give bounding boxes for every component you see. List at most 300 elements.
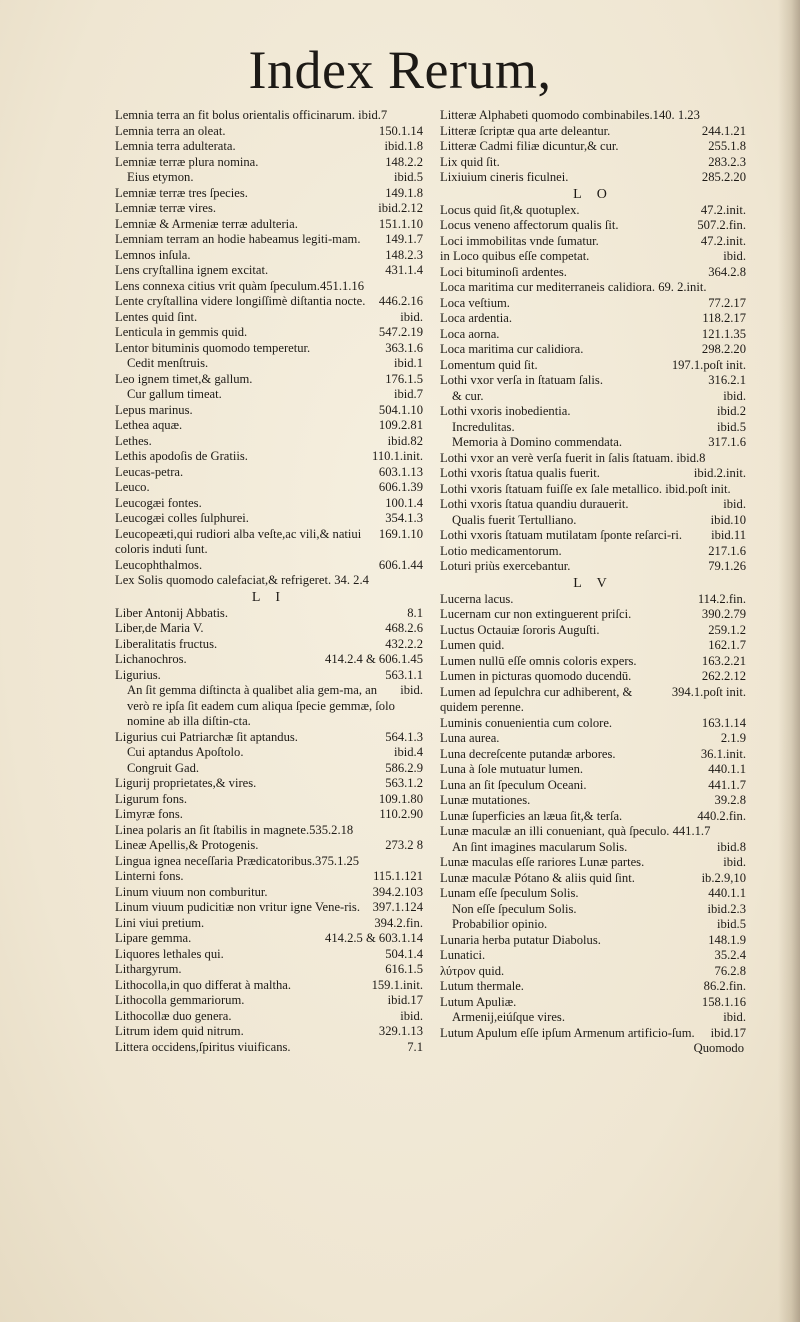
index-entry [115, 838, 423, 854]
index-entry-reference: 440.1.1 [708, 762, 746, 776]
index-entry-text: Lemniæ terræ plura nomina. [115, 154, 259, 169]
index-entry-text: Lumen nullū eſſe omnis coloris expers. [440, 653, 637, 668]
index-entry-reference: 394.2.fin. [374, 915, 423, 930]
index-entry-reference: 36.1.init. [700, 746, 746, 761]
index-entry [115, 155, 423, 171]
index-entry-text: Lutum Apuliæ. [440, 994, 517, 1009]
index-entry-reference: 616.1.5 [385, 962, 423, 976]
index-entry [440, 623, 746, 639]
index-entry-text: Cur gallum timeat. [127, 387, 222, 401]
index-entry-text: An ſint imagines macularum Solis. [452, 839, 628, 854]
index-entry-reference: ibid. [400, 1008, 423, 1023]
page-spine-shadow [778, 0, 800, 1322]
index-section-heading: L V [573, 575, 613, 591]
index-entry-text: Lucernam cur non extinguerent priſci. [440, 607, 632, 621]
index-entry-text: Lothi vxoris inobedientia. [440, 404, 571, 418]
index-entry-text: Lutum Apulum eſſe ipſum Armenum artificio-ſum. [440, 1025, 695, 1040]
index-entry-reference: 76.2.8 [714, 963, 746, 978]
index-entry [115, 637, 423, 653]
index-entry [440, 311, 746, 327]
index-entry-text: Lemnia terra an fit bolus orientalis officinarum. ibid.7 [115, 108, 388, 122]
index-entry [440, 559, 746, 575]
index-entry [115, 1024, 423, 1040]
index-entry [440, 747, 746, 763]
index-entry [440, 948, 746, 964]
index-entry-text: in Loco quibus eſſe competat. [440, 249, 590, 263]
index-entry [440, 933, 746, 949]
index-entry [115, 962, 423, 978]
index-entry-reference: 564.1.3 [385, 729, 423, 744]
catchword: Quomodo [693, 1041, 744, 1055]
index-entry-text: Liquores lethales qui. [115, 946, 224, 961]
index-entry [440, 373, 746, 389]
index-entry [115, 558, 423, 574]
index-entry-reference: 283.2.3 [708, 154, 746, 169]
index-entry-reference: ibid.5 [716, 419, 746, 434]
index-entry [440, 778, 746, 794]
index-entry-text: Lunæ ſuperficies an læua ſit,& terſa. [440, 808, 623, 823]
index-entry-text: Lunæ mutationes. [440, 793, 531, 807]
index-entry [440, 886, 746, 902]
index-entry-reference: ibid.4 [393, 745, 423, 759]
index-entry-text: Lix quid ſit. [440, 154, 500, 169]
index-entry-reference: 118.2.17 [702, 311, 746, 325]
index-entry-reference: ibid.1.8 [384, 139, 423, 153]
index-entry [440, 513, 746, 529]
index-entry-reference: 397.1.124 [372, 900, 423, 914]
index-entry-reference: 8.1 [407, 605, 423, 620]
index-entry [115, 511, 423, 527]
index-entry-reference: 100.1.4 [385, 495, 423, 510]
index-entry-reference: 121.1.35 [701, 326, 746, 341]
index-entry [115, 356, 423, 372]
index-entry [115, 263, 423, 279]
index-entry [115, 652, 423, 668]
index-entry-reference: 217.1.6 [708, 543, 746, 558]
index-entry-text: Lineæ Apellis,& Protogenis. [115, 838, 259, 852]
index-entry-reference: 115.1.121 [373, 869, 423, 883]
index-entry [440, 203, 746, 219]
index-entry-reference: 262.2.12 [701, 669, 746, 683]
index-entry-text: Lothi vxoris ſtatua quandiu durauerit. [440, 497, 629, 511]
index-entry-text: Liber,de Maria V. [115, 621, 204, 635]
index-entry-text: Lithocollæ duo genera. [115, 1008, 232, 1023]
index-entry-text: Luna à ſole mutuatur lumen. [440, 762, 584, 776]
index-entry-reference: 273.2 8 [385, 838, 423, 852]
index-entry-reference: 110.2.90 [379, 807, 423, 821]
index-entry-text: Lemnos inſula. [115, 247, 191, 262]
index-entry-reference: 504.1.4 [385, 946, 423, 961]
index-entry-reference: 2.1.9 [720, 731, 746, 745]
index-entry-text: Lithocolla gemmariorum. [115, 993, 245, 1007]
index-entry-text: Loci immobilitas vnde ſumatur. [440, 233, 599, 248]
index-entry [115, 947, 423, 963]
index-entry-text: Lens cryſtallina ignem excitat. [115, 263, 269, 277]
index-entry-reference: 158.1.16 [701, 994, 746, 1009]
index-entry-text: Leucopeæti,qui rudiori alba veſte,ac vili,& natiui coloris induti ſunt. [115, 526, 362, 556]
index-entry-reference: 329.1.13 [378, 1024, 423, 1038]
index-entry [440, 420, 746, 436]
index-entry-text: Lethes. [115, 433, 152, 448]
index-entry [440, 638, 746, 654]
index-entry-reference: 364.2.8 [708, 264, 746, 279]
index-entry-text: Eius etymon. [127, 170, 194, 184]
index-entry-text: Lethea aquæ. [115, 418, 183, 432]
index-entry [440, 731, 746, 747]
index-entry-text: Lucerna lacus. [440, 591, 514, 606]
index-entry-text: Ligurius cui Patriarchæ ſit aptandus. [115, 729, 298, 744]
index-entry [440, 170, 746, 186]
index-entry [440, 902, 746, 918]
index-entry-text: Lunam eſſe ſpeculum Solis. [440, 886, 579, 900]
index-entry-reference: 159.1.init. [371, 977, 423, 992]
index-entry-text: Loturi priùs exercebantur. [440, 559, 571, 573]
index-entry-text: Litteræ Alphabeti quomodo combinabiles.140. 1.23 [440, 108, 700, 122]
index-entry [115, 418, 423, 434]
index-entry-text: Luctus Octauiæ ſororis Auguſti. [440, 622, 600, 637]
index-column-right [440, 108, 746, 1057]
index-entry-reference: 163.1.14 [701, 715, 746, 730]
index-entry [440, 824, 746, 840]
index-entry-reference: ibid.17 [387, 993, 423, 1007]
index-entry-reference: 394.1.poſt init. [671, 684, 746, 699]
index-entry [115, 885, 423, 901]
index-entry-text: Lemniam terram an hodie habeamus legiti-mam. [115, 232, 361, 246]
index-entry-reference: 441.1.7 [708, 777, 746, 792]
index-entry-reference: 47.2.init. [700, 202, 746, 217]
index-entry [115, 232, 423, 248]
index-entry-text: Leo ignem timet,& gallum. [115, 371, 253, 386]
index-entry-reference: 148.1.9 [708, 932, 746, 947]
index-entry [115, 108, 423, 124]
index-entry [440, 607, 746, 623]
index-entry-text: Lente cryſtallina videre longiſſimè diſtantia nocte. [115, 294, 366, 308]
index-entry [440, 404, 746, 420]
index-entry-reference: 79.1.26 [708, 559, 746, 573]
index-entry-text: Congruit Gad. [127, 760, 200, 775]
index-entry-text: Ligurius. [115, 667, 161, 682]
index-entry-text: Lothi vxoris ſtatua qualis fuerit. [440, 466, 600, 480]
index-entry-reference: 148.2.3 [385, 247, 423, 262]
index-entry-text: Armenij,eiúſque vires. [452, 1010, 565, 1024]
index-entry [440, 544, 746, 560]
index-entry [440, 793, 746, 809]
index-entry [115, 900, 423, 916]
index-entry [440, 265, 746, 281]
index-entry [440, 762, 746, 778]
index-entry [115, 606, 423, 622]
index-entry-text: Limyræ fons. [115, 807, 183, 821]
index-entry-reference: 151.1.10 [378, 216, 423, 231]
index-entry-reference: 109.1.80 [378, 791, 423, 806]
index-entry-text: Probabilior opinio. [452, 917, 548, 931]
index-entry-text: Lentes quid ſint. [115, 309, 198, 324]
index-entry-text: Luna an ſit ſpeculum Oceani. [440, 777, 587, 792]
index-entry [440, 482, 746, 498]
index-entry-reference: 47.2.init. [700, 233, 746, 248]
index-entry-reference: 606.1.44 [378, 557, 423, 572]
index-entry-reference: 39.2.8 [714, 793, 746, 807]
index-entry-reference: 563.1.1 [385, 667, 423, 682]
index-entry-reference: ibid.2.3 [707, 901, 746, 916]
index-entry-text: Leuco. [115, 480, 150, 494]
index-entry [115, 931, 423, 947]
index-entry-reference: ibid.5 [393, 170, 423, 184]
index-entry-text: Lemniæ terræ tres ſpecies. [115, 185, 248, 200]
index-entry-text: Loca aorna. [440, 326, 500, 341]
index-entry [115, 573, 423, 589]
index-entry [115, 372, 423, 388]
index-entry [115, 776, 423, 792]
index-entry-reference: 507.2.fin. [697, 218, 746, 232]
index-entry-reference: 440.1.1 [708, 886, 746, 900]
index-entry-text: Lumen ad ſepulchra cur adhiberent, & quidem perenne. [440, 684, 633, 714]
index-entry-reference: 86.2.fin. [703, 979, 746, 993]
index-entry [440, 435, 746, 451]
index-entry-reference: ibid.2 [716, 404, 746, 418]
index-entry [115, 807, 423, 823]
index-entry-text: Lemnia terra an oleat. [115, 123, 226, 138]
index-entry [115, 978, 423, 994]
index-entry-reference: 363.1.6 [385, 340, 423, 355]
index-entry-reference: ibid. [723, 388, 746, 403]
index-entry [440, 451, 746, 467]
index-entry [115, 792, 423, 808]
index-entry-reference: 547.2.19 [378, 325, 423, 339]
index-entry [440, 840, 746, 856]
index-entry-text: Lens connexa citius vrit quàm ſpeculum.451.1.16 [115, 278, 365, 293]
index-entry-text: Lumen quid. [440, 638, 505, 652]
index-entry-text: Litteræ ſcriptæ qua arte deleantur. [440, 123, 611, 138]
index-entry-reference: 163.2.21 [701, 653, 746, 668]
index-entry [115, 294, 423, 310]
index-entry [115, 668, 423, 684]
index-entry-reference: ib.2.9,10 [701, 870, 746, 885]
index-entry [115, 139, 423, 155]
index-entry [115, 869, 423, 885]
index-entry-text: Lentor bituminis quomodo temperetur. [115, 340, 311, 355]
index-entry-text: Lothi vxor an verè verſa fuerit in ſalis ſtatuam. ibid.8 [440, 450, 706, 465]
index-entry-reference: 563.1.2 [385, 776, 423, 790]
index-entry-reference: ibid.8 [716, 839, 746, 854]
index-entry-reference: ibid. [723, 1010, 746, 1024]
index-entry-text: Loci bituminoſi ardentes. [440, 264, 567, 279]
index-entry-text: Ligurum fons. [115, 791, 188, 806]
index-entry-reference: 431.1.4 [385, 263, 423, 277]
index-entry-reference: 150.1.14 [378, 123, 423, 138]
index-entry-text: Littera occidens,ſpiritus viuificans. [115, 1039, 291, 1054]
index-entry-text: Lemnia terra adulterata. [115, 139, 236, 153]
index-entry-reference: 586.2.9 [385, 760, 423, 775]
index-entry-text: Lothi vxoris ſtatuam fuiſſe ex ſale metallico. ibid.poſt init. [440, 481, 731, 496]
index-entry-text: Memoria à Domino commendata. [452, 435, 622, 449]
index-entry-text: Ligurij proprietates,& vires. [115, 776, 257, 790]
index-entry [440, 218, 746, 234]
index-entry-reference: 77.2.17 [708, 295, 746, 310]
index-entry-reference: 255.1.8 [708, 139, 746, 153]
index-entry-text: Lothi vxor verſa in ſtatuam ſalis. [440, 373, 603, 387]
index-entry [440, 855, 746, 871]
index-entry-reference: 390.2.79 [701, 607, 746, 621]
index-entry-text: An ſit gemma diſtincta à qualibet alia gem-ma, an verò re ipſa ſit eadem cum aliqua ſpecie gemmæ, ſolo nomine ab illa diſtin-cta. [127, 683, 395, 728]
index-entry [440, 995, 746, 1011]
index-entry-reference: ibid. [723, 855, 746, 869]
index-entry-reference: ibid.10 [710, 512, 746, 527]
index-entry-reference: 440.2.fin. [697, 808, 746, 823]
index-entry-text: Lemniæ & Armeniæ terræ adulteria. [115, 216, 298, 231]
index-entry-reference: ibid.7 [393, 387, 423, 401]
index-entry-reference: 606.1.39 [378, 480, 423, 494]
index-entry-reference: 504.1.10 [378, 402, 423, 417]
index-entry-reference: 148.2.2 [385, 154, 423, 169]
index-entry-reference: ibid. [400, 683, 423, 697]
index-entry-text: Loca ardentia. [440, 311, 513, 325]
index-entry-text: Lemniæ terræ vires. [115, 201, 217, 215]
index-entry-text: Litrum idem quid nitrum. [115, 1024, 244, 1038]
index-entry-reference: ibid.1 [393, 356, 423, 370]
index-entry [115, 480, 423, 496]
index-entry-text: Leucogæi colles ſulphurei. [115, 511, 249, 525]
index-entry-text: Cui aptandus Apoſtolo. [127, 745, 244, 759]
index-entry [440, 979, 746, 995]
index-entry [440, 296, 746, 312]
index-entry-reference: 446.2.16 [378, 294, 423, 308]
index-entry-text: Linum viuum non comburitur. [115, 884, 268, 899]
index-entry [115, 823, 423, 839]
index-entry-text: Lex Solis quomodo calefaciat,& refrigeret. 34. 2.4 [115, 573, 369, 587]
index-entry-reference: ibid.11 [711, 528, 746, 542]
index-entry-reference: 316.2.1 [708, 373, 746, 387]
index-entry-text: Lipare gemma. [115, 931, 192, 945]
index-entry [440, 249, 746, 265]
index-entry-text: Linea polaris an ſit ſtabilis in magnete.535.2.18 [115, 822, 354, 837]
index-section-heading: L I [251, 589, 287, 605]
index-entry [115, 465, 423, 481]
index-entry-reference: 169.1.10 [378, 526, 423, 541]
index-entry [115, 248, 423, 264]
index-entry [440, 685, 746, 716]
index-entry [440, 358, 746, 374]
index-entry [115, 434, 423, 450]
index-entry [115, 527, 423, 558]
index-entry-text: Loca veſtium. [440, 295, 510, 310]
index-entry [115, 403, 423, 419]
index-entry-text: λύτρον quid. [440, 963, 505, 978]
index-entry-text: Lithargyrum. [115, 962, 182, 976]
index-entry [115, 621, 423, 637]
index-entry-reference: 109.2.81 [378, 418, 423, 432]
index-entry [440, 234, 746, 250]
index-entry-text: Lithocolla,in quo differat à maltha. [115, 977, 292, 992]
index-entry-text: Lingua ignea neceſſaria Prædicatoribus.375.1.25 [115, 853, 360, 868]
index-entry-reference: 354.1.3 [385, 511, 423, 525]
index-entry [440, 1010, 746, 1026]
index-entry-text: Lunæ maculæ Pótano & aliis quid ſint. [440, 870, 635, 885]
index-entry-text: Lenticula in gemmis quid. [115, 325, 248, 339]
index-entry-reference: 414.2.4 & 606.1.45 [325, 652, 423, 666]
index-entry-reference: 162.1.7 [708, 638, 746, 652]
index-entry [440, 917, 746, 933]
index-entry-text: Litteræ Cadmi filiæ dicuntur,& cur. [440, 139, 619, 153]
index-entry [115, 745, 423, 761]
index-entry-text: & cur. [452, 388, 484, 403]
index-entry-reference: 114.2.fin. [697, 591, 746, 606]
index-entry-reference: ibid. [723, 497, 746, 511]
index-entry-reference: 176.1.5 [385, 371, 423, 386]
index-entry [115, 730, 423, 746]
index-entry [115, 310, 423, 326]
index-entry-text: Leucogæi fontes. [115, 495, 202, 510]
index-entry-text: Lutum thermale. [440, 979, 524, 993]
index-entry [115, 761, 423, 777]
index-entry [115, 279, 423, 295]
index-entry [115, 993, 423, 1009]
index-entry-reference: 149.1.8 [385, 185, 423, 200]
index-entry [440, 964, 746, 980]
index-entry-text: Lomentum quid ſit. [440, 357, 538, 372]
index-entry-reference: 603.1.13 [378, 464, 423, 479]
index-entry [115, 217, 423, 233]
index-entry [115, 1009, 423, 1025]
index-entry-text: Lethis apodoſis de Gratiis. [115, 449, 248, 463]
index-entry-reference: 285.2.20 [701, 170, 746, 184]
index-entry-text: Liberalitatis fructus. [115, 636, 218, 651]
index-entry [440, 139, 746, 155]
index-entry [115, 854, 423, 870]
index-entry [115, 170, 423, 186]
index-entry [440, 1026, 746, 1042]
index-entry-text: Qualis fuerit Tertulliano. [452, 512, 577, 527]
index-entry [440, 809, 746, 825]
index-entry [440, 654, 746, 670]
index-entry-reference: ibid.5 [716, 917, 746, 931]
index-entry-reference: 468.2.6 [385, 621, 423, 635]
index-entry-reference: ibid.82 [387, 433, 423, 448]
index-entry-reference: 244.1.21 [701, 123, 746, 138]
index-entry [115, 449, 423, 465]
index-entry-text: Loca maritima cur calidiora. [440, 342, 584, 356]
index-entry-text: Lixiuium cineris ficulnei. [440, 170, 569, 184]
index-entry-text: Linum viuum pudicitiæ non vritur igne Vene-ris. [115, 900, 360, 914]
index-entry [440, 108, 746, 124]
index-entry-reference: 149.1.7 [385, 232, 423, 246]
index-entry-reference: 259.1.2 [708, 622, 746, 637]
index-entry-text: Lothi vxoris ſtatuam mutilatam ſponte reſarci-ri. [440, 528, 683, 542]
index-entry [115, 186, 423, 202]
index-entry-text: Lunæ maculæ an illi conueniant, quà ſpeculo. 441.1.7 [440, 824, 711, 838]
index-entry-text: Non eſſe ſpeculum Solis. [452, 901, 577, 916]
index-entry-text: Lepus marinus. [115, 402, 193, 417]
index-entry-text: Locus quid ſit,& quotuplex. [440, 202, 580, 217]
index-entry-text: Leucophthalmos. [115, 557, 203, 572]
index-entry [440, 155, 746, 171]
index-entry-text: Liber Antonij Abbatis. [115, 605, 228, 620]
index-entry-reference: 7.1 [407, 1039, 423, 1054]
index-entry-reference: 317.1.6 [708, 435, 746, 449]
index-entry [440, 528, 746, 544]
index-entry [115, 1040, 423, 1056]
index-entry-text: Lunæ maculas eſſe rariores Lunæ partes. [440, 855, 645, 869]
index-entry [440, 280, 746, 296]
page-title: Index Rerum, [248, 40, 552, 100]
index-entry-text: Lunaria herba putatur Diabolus. [440, 932, 601, 947]
index-entry-text: Lichanochros. [115, 652, 187, 666]
index-entry-text: Leucas-petra. [115, 464, 184, 479]
index-entry-reference: ibid. [723, 249, 746, 263]
index-entry [440, 592, 746, 608]
index-entry [115, 387, 423, 403]
index-entry-reference: ibid.2.12 [378, 201, 423, 215]
